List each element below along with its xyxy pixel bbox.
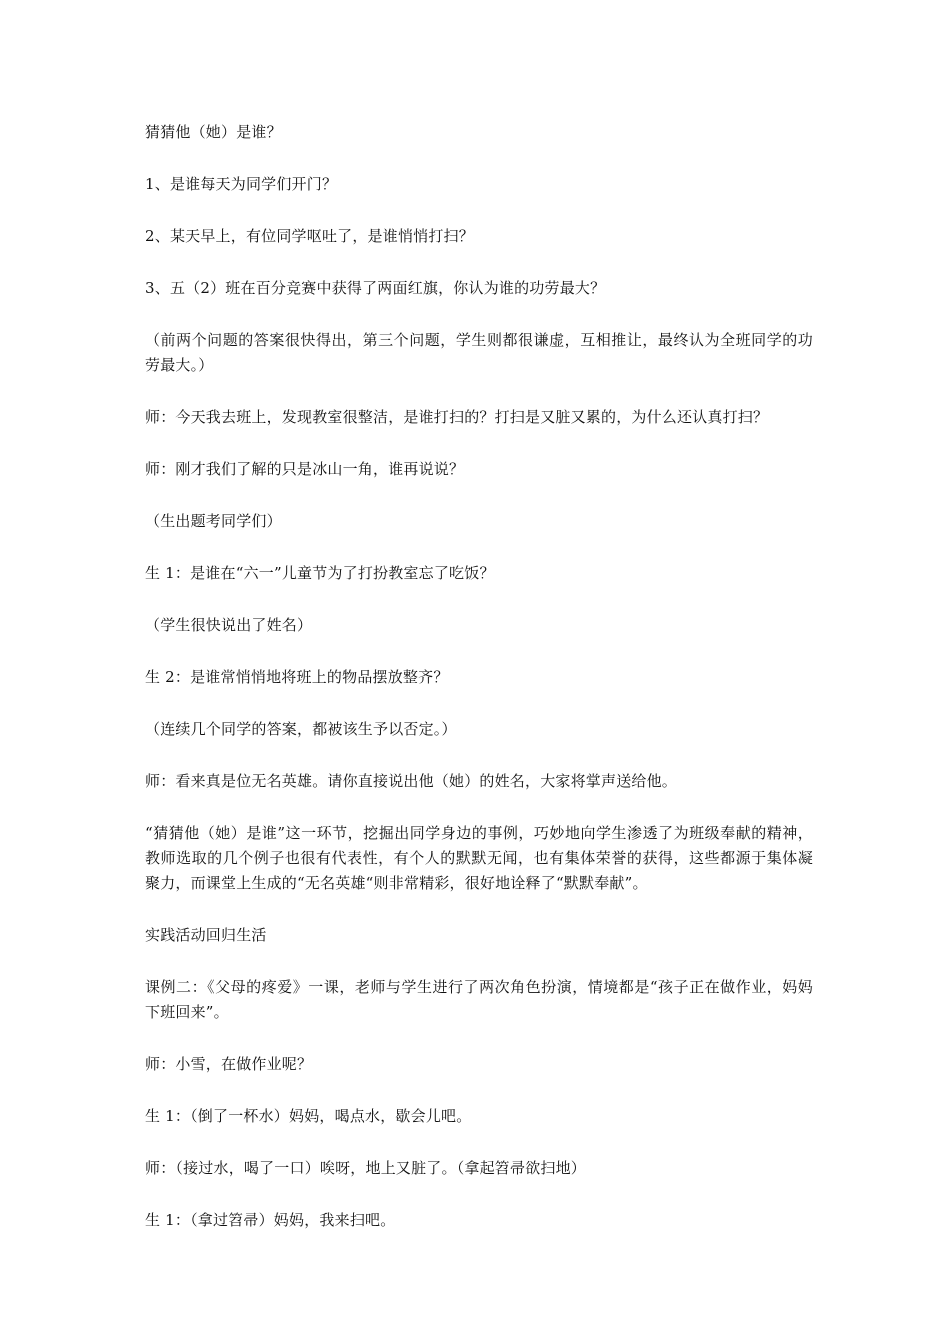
dialogue-line: 生 1：（拿过笤帚）妈妈，我来扫吧。 [145,1211,396,1229]
dialogue-line: 师：今天我去班上，发现教室很整洁，是谁打扫的？打扫是又脏又累的，为什么还认真打扫？ [145,408,769,426]
dialogue-line: 生 1：是谁在“六一”儿童节为了打扮教室忘了吃饭？ [145,564,495,582]
note-paragraph: （生出题考同学们） [145,512,282,530]
dialogue-line: 师：（接过水，喝了一口）唉呀，地上又脏了。（拿起笤帚欲扫地） [145,1159,587,1177]
question-2: 2、某天早上，有位同学呕吐了，是谁悄悄打扫？ [145,227,474,245]
note-paragraph: （前两个问题的答案很快得出，第三个问题，学生则都很谦虚，互相推让，最终认为全班同学的功劳最大。） [145,331,813,374]
commentary-paragraph: “猜猜他（她）是谁”这一环节，挖掘出同学身边的事例，巧妙地向学生渗透了为班级奉献的精神，教师选取的几个例子也很有代表性，有个人的默默无闻，也有集体荣誉的获得，这些都源于集体凝聚力，而课堂上生成的“无名英雄“则非常精彩，很好地诠释了“默默奉献”。 [145,824,813,892]
section-heading: 实践活动回归生活 [145,926,267,944]
dialogue-line: 生 2：是谁常悄悄地将班上的物品摆放整齐？ [145,668,449,686]
dialogue-line: 生 1：（倒了一杯水）妈妈，喝点水，歇会儿吧。 [145,1107,472,1125]
section-heading: 猜猜他（她）是谁？ [145,123,282,141]
dialogue-line: 师：刚才我们了解的只是冰山一角，谁再说说？ [145,460,465,478]
case-intro-paragraph: 课例二：《父母的疼爱》一课，老师与学生进行了两次角色扮演，情境都是“孩子正在做作业，妈妈下班回来”。 [145,978,813,1021]
note-paragraph: （学生很快说出了姓名） [145,616,313,634]
question-3: 3、五（2）班在百分竞赛中获得了两面红旗，你认为谁的功劳最大？ [145,279,606,297]
document-body [145,120,813,1233]
dialogue-line: 师：小雪，在做作业呢？ [145,1055,313,1073]
dialogue-line: 师：看来真是位无名英雄。请你直接说出他（她）的姓名，大家将掌声送给他。 [145,772,678,790]
note-paragraph: （连续几个同学的答案，都被该生予以否定。） [145,720,457,738]
question-1: 1、是谁每天为同学们开门？ [145,175,338,193]
